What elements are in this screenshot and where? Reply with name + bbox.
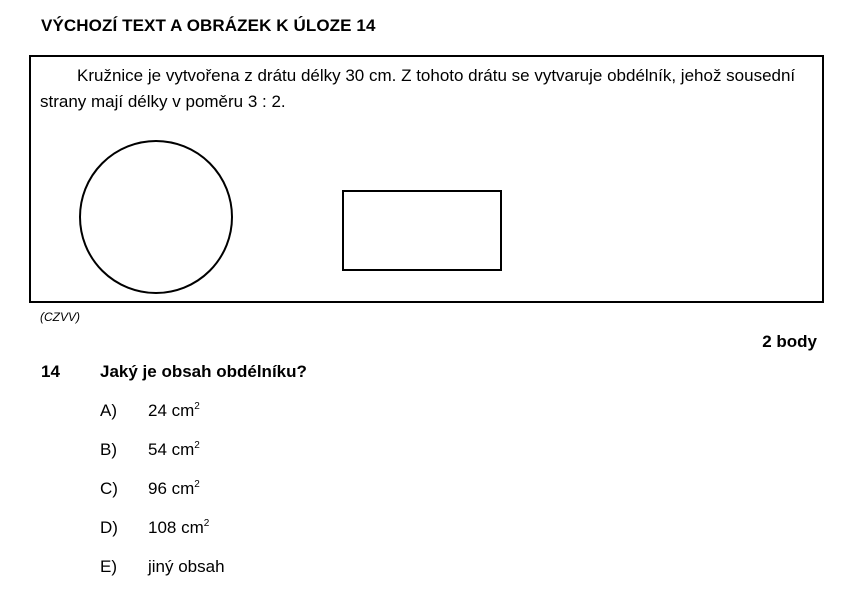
question-text: Jaký je obsah obdélníku? bbox=[100, 362, 307, 381]
section-heading: VÝCHOZÍ TEXT A OBRÁZEK K ÚLOZE 14 bbox=[41, 16, 376, 35]
points-label: 2 body bbox=[762, 332, 817, 351]
question-number: 14 bbox=[41, 362, 60, 381]
option-letter: D) bbox=[100, 518, 118, 537]
option-letter: A) bbox=[100, 401, 117, 420]
intro-text: Kružnice je vytvořena z drátu délky 30 cm. Z tohoto drátu se vytvaruje obdélník, jehož sousední strany mají délky v poměru 3 : 2. bbox=[40, 66, 796, 111]
option-letter: C) bbox=[100, 479, 118, 498]
option-value: jiný obsah bbox=[148, 557, 225, 576]
rectangle-shape bbox=[343, 191, 501, 270]
option-value: 24 $cm^2$ bbox=[148, 401, 200, 420]
source-credit: (CZVV) bbox=[40, 310, 80, 324]
option-value: 108 $cm^2$ bbox=[148, 518, 210, 537]
circle-shape bbox=[80, 141, 232, 293]
source-text-box bbox=[29, 55, 824, 303]
option-letter: B) bbox=[100, 440, 117, 459]
figure bbox=[31, 57, 826, 305]
option-value: 54 $cm^2$ bbox=[148, 440, 200, 459]
option-letter: E) bbox=[100, 557, 117, 576]
option-value: 96 $cm^2$ bbox=[148, 479, 200, 498]
